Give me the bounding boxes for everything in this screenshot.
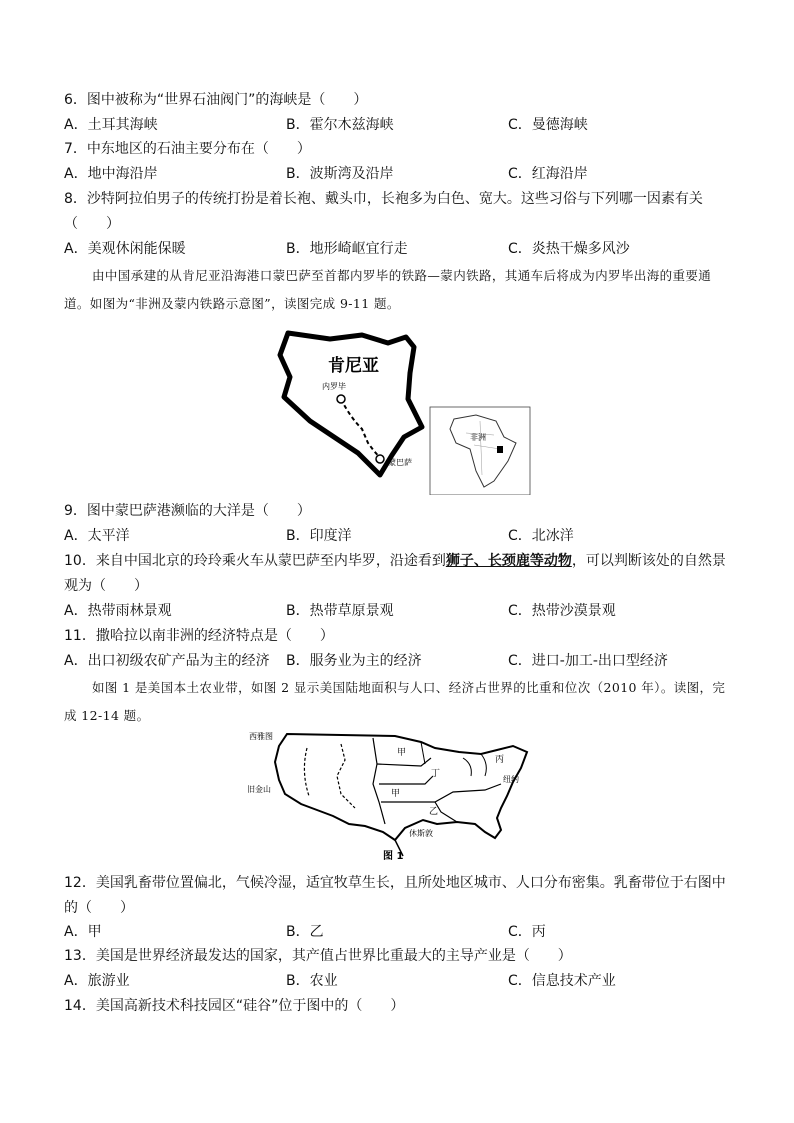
q7-option-c: C．红海沿岸 xyxy=(508,166,588,182)
q13-option-a: A．旅游业 xyxy=(64,973,130,989)
africa-inset-label: 非洲 xyxy=(470,433,486,442)
q6-option-b: B．霍尔木兹海峡 xyxy=(286,117,394,133)
houston-label: 休斯敦 xyxy=(409,829,433,838)
q13-option-c: C．信息技术产业 xyxy=(508,973,616,989)
question-10-stem: 10．来自中国北京的玲玲乘火车从蒙巴萨至内毕罗，沿途看到狮子、长颈鹿等动物，可以判断该处的自然景 xyxy=(64,553,726,569)
q8-option-b: B．地形崎岖宜行走 xyxy=(286,241,408,257)
region-ding-label: 丁 xyxy=(431,769,441,779)
question-11-stem: 11．撒哈拉以南非洲的经济特点是（ ） xyxy=(64,628,334,644)
question-7-stem: 7．中东地区的石油主要分布在（ ） xyxy=(64,141,311,157)
question-6-stem: 6．图中被称为“世界石油阀门”的海峡是（ ） xyxy=(64,92,368,108)
q11-option-a: A．出口初级农矿产品为主的经济 xyxy=(64,653,270,669)
reading-intro-usa: 如图 1 是美国本土农业带，如图 2 显示美国陆地面积与人口、经济占世界的比重和位次（2010 年）。读图，完成 12-14 题。 xyxy=(64,680,726,723)
q7-option-b: B．波斯湾及沿岸 xyxy=(286,166,394,182)
question-12-stem-cont: 的（ ） xyxy=(64,900,134,916)
underlined-animals: 狮子、长颈鹿等动物 xyxy=(445,553,572,569)
region-bing-label: 丙 xyxy=(495,755,505,765)
question-10-stem-cont: 观为（ ） xyxy=(64,578,148,594)
question-8-stem-cont: （ ） xyxy=(64,216,120,232)
kenya-label: 肯尼亚 xyxy=(328,356,379,376)
q10-option-b: B．热带草原景观 xyxy=(286,603,394,619)
mombasa-label: 蒙巴萨 xyxy=(388,458,412,467)
q10-option-c: C．热带沙漠景观 xyxy=(508,603,616,619)
reading-intro-kenya: 由中国承建的从肯尼亚沿海港口蒙巴萨至首都内罗毕的铁路—蒙内铁路，其通车后将成为内罗毕出海的重要通道。如图为“非洲及蒙内铁路示意图”，读图完成 9-11 题。 xyxy=(64,268,712,311)
seattle-label: 西雅图 xyxy=(249,732,273,741)
q9-option-a: A．太平洋 xyxy=(64,528,130,544)
q13-option-b: B．农业 xyxy=(286,973,338,989)
region-yi-label: 乙 xyxy=(429,807,439,817)
q9-option-b: B．印度洋 xyxy=(286,528,352,544)
figure-1-caption: 图 1 xyxy=(383,851,404,862)
q11-option-c: C．进口-加工-出口型经济 xyxy=(508,653,668,669)
kenya-railway-map xyxy=(270,325,535,495)
q10-option-a: A．热带雨林景观 xyxy=(64,603,172,619)
q7-option-a: A．地中海沿岸 xyxy=(64,166,158,182)
q9-option-c: C．北冰洋 xyxy=(508,528,574,544)
question-12-stem: 12．美国乳畜带位置偏北，气候冷湿，适宜牧草生长，且所处地区城市、人口分布密集。乳畜带位于右图中 xyxy=(64,875,726,891)
q12-option-c: C．丙 xyxy=(508,924,546,940)
q12-option-a: A．甲 xyxy=(64,924,102,940)
q11-option-b: B．服务业为主的经济 xyxy=(286,653,422,669)
q12-option-b: B．乙 xyxy=(286,924,324,940)
kenya-inset-highlight xyxy=(497,446,503,453)
africa-inset-map xyxy=(430,407,530,495)
newyork-label: 纽约 xyxy=(503,775,519,784)
usa-agriculture-map xyxy=(245,728,545,863)
nairobi-label: 内罗毕 xyxy=(322,382,346,391)
question-14-stem: 14．美国高新技术科技园区“硅谷”位于图中的（ ） xyxy=(64,998,405,1014)
q8-option-a: A．美观休闲能保暖 xyxy=(64,241,186,257)
region-jia-south-label: 甲 xyxy=(391,789,401,799)
question-9-stem: 9．图中蒙巴萨港濒临的大洋是（ ） xyxy=(64,503,311,519)
q8-option-c: C．炎热干燥多风沙 xyxy=(508,241,630,257)
question-13-stem: 13．美国是世界经济最发达的国家，其产值占世界比重最大的主导产业是（ ） xyxy=(64,948,572,964)
mombasa-marker xyxy=(376,455,384,463)
nairobi-marker xyxy=(337,395,345,403)
q6-option-a: A．土耳其海峡 xyxy=(64,117,158,133)
question-8-stem: 8．沙特阿拉伯男子的传统打扮是着长袍、戴头巾，长袍多为白色、宽大。这些习俗与下列哪一因素有关 xyxy=(64,191,703,207)
sanfrancisco-label: 旧金山 xyxy=(247,785,271,794)
q6-option-c: C．曼德海峡 xyxy=(508,117,588,133)
region-jia-north-label: 甲 xyxy=(397,748,407,758)
